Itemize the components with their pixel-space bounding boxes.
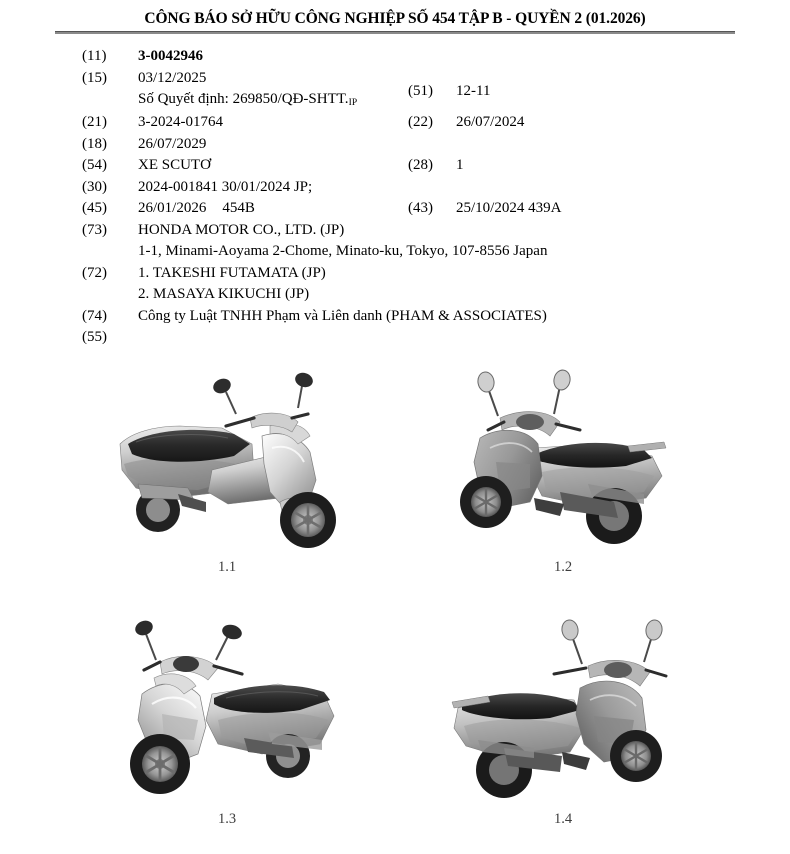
right-handlebar bbox=[292, 414, 308, 418]
field-value: 26/01/2026 bbox=[138, 200, 207, 217]
field-code: (74) bbox=[82, 307, 107, 324]
figure-1-4 bbox=[438, 604, 688, 828]
right-mirror-head bbox=[644, 619, 663, 641]
field-value: 2024-001841 30/01/2024 JP; bbox=[138, 178, 313, 195]
left-mirror-head bbox=[133, 618, 155, 638]
field-code: (43) bbox=[408, 200, 433, 217]
instrument-cluster bbox=[173, 656, 199, 672]
right-mirror-stem bbox=[554, 386, 560, 414]
field-value: Công ty Luật TNHH Phạm và Liên danh (PHAM & ASSOCIATES) bbox=[138, 307, 547, 324]
field-row-18 bbox=[82, 134, 206, 156]
left-mirror-stem bbox=[146, 634, 156, 660]
field-row-51 bbox=[408, 81, 490, 103]
scooter-illustration-front-right bbox=[102, 352, 352, 557]
left-handlebar bbox=[226, 418, 254, 426]
right-mirror-head bbox=[220, 623, 243, 642]
field-code: (15) bbox=[82, 69, 107, 86]
field-code: (45) bbox=[82, 200, 107, 217]
field-value: 26/07/2029 bbox=[138, 135, 207, 152]
right-mirror-stem bbox=[216, 636, 228, 660]
field-code: (72) bbox=[82, 264, 107, 281]
decision-number-text: Số Quyết định: 269850/QĐ-SHTT. bbox=[138, 91, 349, 108]
field-code: (55) bbox=[82, 329, 107, 346]
field-code: (22) bbox=[408, 114, 433, 131]
field-row-11 bbox=[82, 46, 203, 68]
bibliographic-data bbox=[0, 46, 790, 346]
decision-number-subscript: IP bbox=[348, 98, 358, 109]
field-value: XE SCUTƠ bbox=[138, 157, 211, 174]
publication-code: 454B bbox=[222, 200, 255, 217]
field-code: (51) bbox=[408, 83, 433, 100]
field-code: (21) bbox=[82, 114, 107, 131]
left-mirror-head bbox=[211, 376, 233, 396]
field-row-73 bbox=[82, 220, 344, 242]
field-value: 25/10/2024 439A bbox=[456, 200, 562, 217]
field-row-54 bbox=[82, 155, 211, 177]
field-value: 1 bbox=[456, 157, 464, 174]
left-mirror-head bbox=[476, 371, 495, 393]
left-handlebar bbox=[554, 668, 586, 674]
left-mirror-stem bbox=[572, 636, 582, 664]
rear-rim bbox=[146, 498, 170, 522]
applicant-address: 1-1, Minami-Aoyama 2-Chome, Minato-ku, Tokyo, 107-8556 Japan bbox=[138, 243, 548, 260]
left-mirror-stem bbox=[226, 392, 236, 414]
right-mirror-stem bbox=[298, 386, 302, 408]
field-row-30 bbox=[82, 177, 312, 199]
field-row-21 bbox=[82, 112, 223, 134]
field-value: 03/12/2025 bbox=[138, 69, 207, 86]
figure-caption: 1.4 bbox=[553, 811, 573, 827]
field-value: 12-11 bbox=[456, 83, 491, 100]
left-mirror-head bbox=[560, 619, 579, 641]
figure-1-2 bbox=[438, 352, 688, 576]
grab-rail bbox=[628, 442, 666, 452]
figure-1-3 bbox=[102, 604, 352, 828]
instrument-cluster bbox=[516, 414, 544, 430]
field-row-45 bbox=[82, 198, 255, 220]
centre-stand bbox=[562, 752, 590, 770]
field-row-22 bbox=[408, 112, 524, 134]
field-code: (18) bbox=[82, 135, 107, 152]
design-figures bbox=[0, 352, 790, 828]
left-handlebar bbox=[144, 662, 160, 670]
field-code: (73) bbox=[82, 221, 107, 238]
field-code: (11) bbox=[82, 48, 107, 65]
inventor-second: 2. MASAYA KIKUCHI (JP) bbox=[138, 286, 310, 303]
decision-number-line bbox=[138, 89, 357, 113]
scooter-illustration-front-left bbox=[102, 604, 352, 809]
figure-row-top bbox=[0, 352, 790, 576]
page-header bbox=[0, 0, 790, 34]
figure-1-1 bbox=[102, 352, 352, 576]
field-row-55 bbox=[82, 327, 138, 349]
field-value: 1. TAKESHI FUTAMATA (JP) bbox=[138, 264, 326, 281]
field-value: HONDA MOTOR CO., LTD. (JP) bbox=[138, 221, 345, 238]
figure-row-bottom bbox=[0, 604, 790, 828]
scooter-illustration-rear-right bbox=[438, 604, 688, 809]
field-value: 26/07/2024 bbox=[456, 114, 525, 131]
figure-caption: 1.3 bbox=[217, 811, 237, 827]
header-divider bbox=[55, 31, 735, 34]
page-title: CÔNG BÁO SỞ HỮU CÔNG NGHIỆP SỐ 454 TẬP B - QUYỀN 2 (01.2026) bbox=[144, 10, 646, 27]
right-handlebar bbox=[214, 666, 242, 674]
field-row-43 bbox=[408, 198, 561, 220]
left-mirror-stem bbox=[488, 388, 498, 416]
field-code: (54) bbox=[82, 157, 107, 174]
right-mirror-head bbox=[552, 369, 572, 392]
field-row-28 bbox=[408, 155, 464, 177]
field-row-72 bbox=[82, 263, 326, 285]
right-handlebar bbox=[556, 424, 580, 430]
field-code: (28) bbox=[408, 157, 433, 174]
field-value: 3-2024-01764 bbox=[138, 114, 223, 131]
scooter-illustration-rear-left bbox=[438, 352, 688, 557]
instrument-cluster bbox=[604, 662, 632, 678]
right-mirror-head bbox=[293, 371, 314, 390]
field-row-15 bbox=[82, 68, 206, 90]
field-code: (30) bbox=[82, 178, 107, 195]
figure-caption: 1.1 bbox=[217, 559, 237, 575]
field-row-74 bbox=[82, 306, 547, 328]
field-value: 3-0042946 bbox=[138, 48, 203, 65]
centre-stand bbox=[534, 498, 564, 516]
figure-caption: 1.2 bbox=[553, 559, 573, 575]
